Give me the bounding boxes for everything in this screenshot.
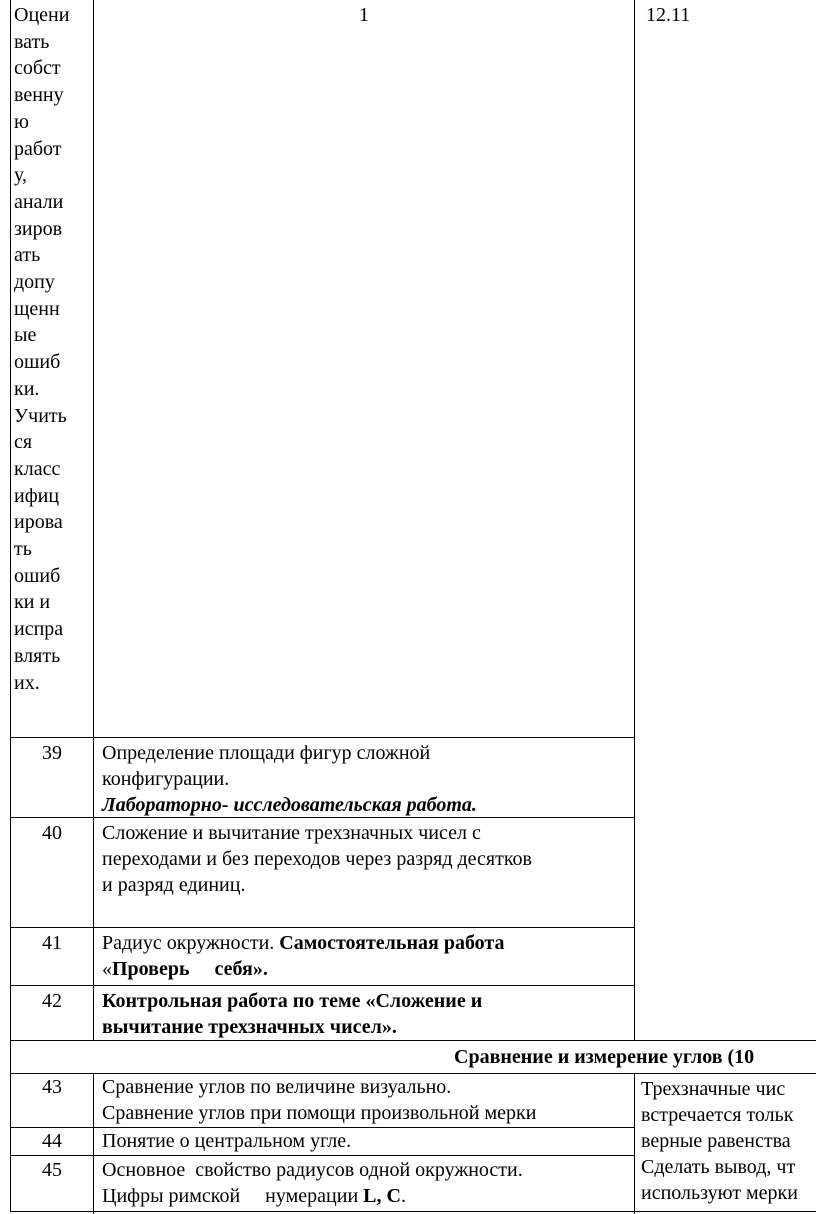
row-41-line2-bold: Проверь себя».	[112, 958, 268, 980]
row-44-line1: Понятие о центральном угле.	[102, 1130, 352, 1152]
row-41-line2	[94, 956, 634, 982]
row-42-topic	[94, 988, 634, 1040]
row-45-topic	[94, 1157, 634, 1209]
row-line-39-top	[10, 737, 635, 738]
right-line-2: встречается тольк	[641, 1104, 794, 1126]
row-42-number: 42	[42, 990, 62, 1012]
row-41-topic	[94, 930, 634, 982]
row-45-line2-normal: Цифры римской нумерации	[102, 1185, 364, 1207]
row-40-topic	[94, 820, 634, 898]
row-40-number: 40	[42, 822, 62, 844]
row-40-line2: переходами и без переходов через разряд десятков	[102, 848, 532, 870]
hours-cell: 1	[359, 4, 369, 26]
row-45-number: 45	[42, 1159, 62, 1181]
table-col-divider-2	[634, 0, 635, 1040]
right-line-3: верные равенства	[641, 1130, 791, 1152]
right-line-4: Сделать вывод, чт	[641, 1156, 796, 1178]
row-44-topic	[94, 1128, 634, 1154]
row-43-line1: Сравнение углов по величине визуально.	[102, 1076, 452, 1098]
row-line-42-top	[10, 985, 635, 986]
row-39-number: 39	[42, 742, 62, 764]
row-line-41-top	[10, 927, 635, 928]
row-40-line3: и разряд единиц.	[102, 874, 246, 896]
row-40-line1: Сложение и вычитание трехзначных чисел с	[102, 822, 481, 844]
date-cell: 12.11	[646, 4, 691, 26]
row-45-line2	[94, 1183, 634, 1209]
row-42-line2: вычитание трехзначных чисел».	[102, 1016, 397, 1038]
right-line-5: используют мерки	[641, 1182, 798, 1204]
row-41-line1-normal: Радиус окружности.	[102, 932, 280, 954]
row-39-line2: конфигурации.	[102, 768, 230, 790]
section-line-top	[10, 1040, 816, 1041]
row-41-number: 41	[42, 932, 62, 954]
row-45-line1: Основное свойство радиусов одной окружности.	[102, 1159, 523, 1181]
row-45-line2-end: .	[400, 1185, 406, 1207]
row-41-line1-bold: Самостоятельная работа	[279, 932, 505, 954]
row-39-topic	[94, 740, 634, 818]
row-line-45-top	[10, 1155, 635, 1156]
right-column-text	[635, 1076, 816, 1206]
row-43-number: 43	[42, 1076, 62, 1098]
section-title: Сравнение и измерение углов (10	[454, 1046, 755, 1068]
right-line-1: Трехзначные чис	[641, 1078, 786, 1100]
row-42-line1: Контрольная работа по теме «Сложение и	[102, 990, 483, 1012]
outcome-text-cell: Оцени вать собст венну ю работ у, анали зиров ать допу щенн ые ошиб ки. Учить ся класс ифиц ирова ть ошиб ки и испра влять их.	[14, 4, 70, 694]
row-43-line2: Сравнение углов при помощи произвольной мерки	[102, 1102, 537, 1124]
row-44-number: 44	[42, 1130, 62, 1152]
row-39-work-type: Лабораторно- исследовательская работа.	[102, 794, 477, 816]
row-39-line1: Определение площади фигур сложной	[102, 742, 431, 764]
row-45-line2-bold: L, C	[363, 1185, 401, 1207]
row-43-topic	[94, 1074, 634, 1126]
row-41-line2-prefix: «	[102, 958, 112, 980]
table-border-bottom	[10, 1211, 816, 1212]
row-41-line1	[94, 930, 634, 956]
